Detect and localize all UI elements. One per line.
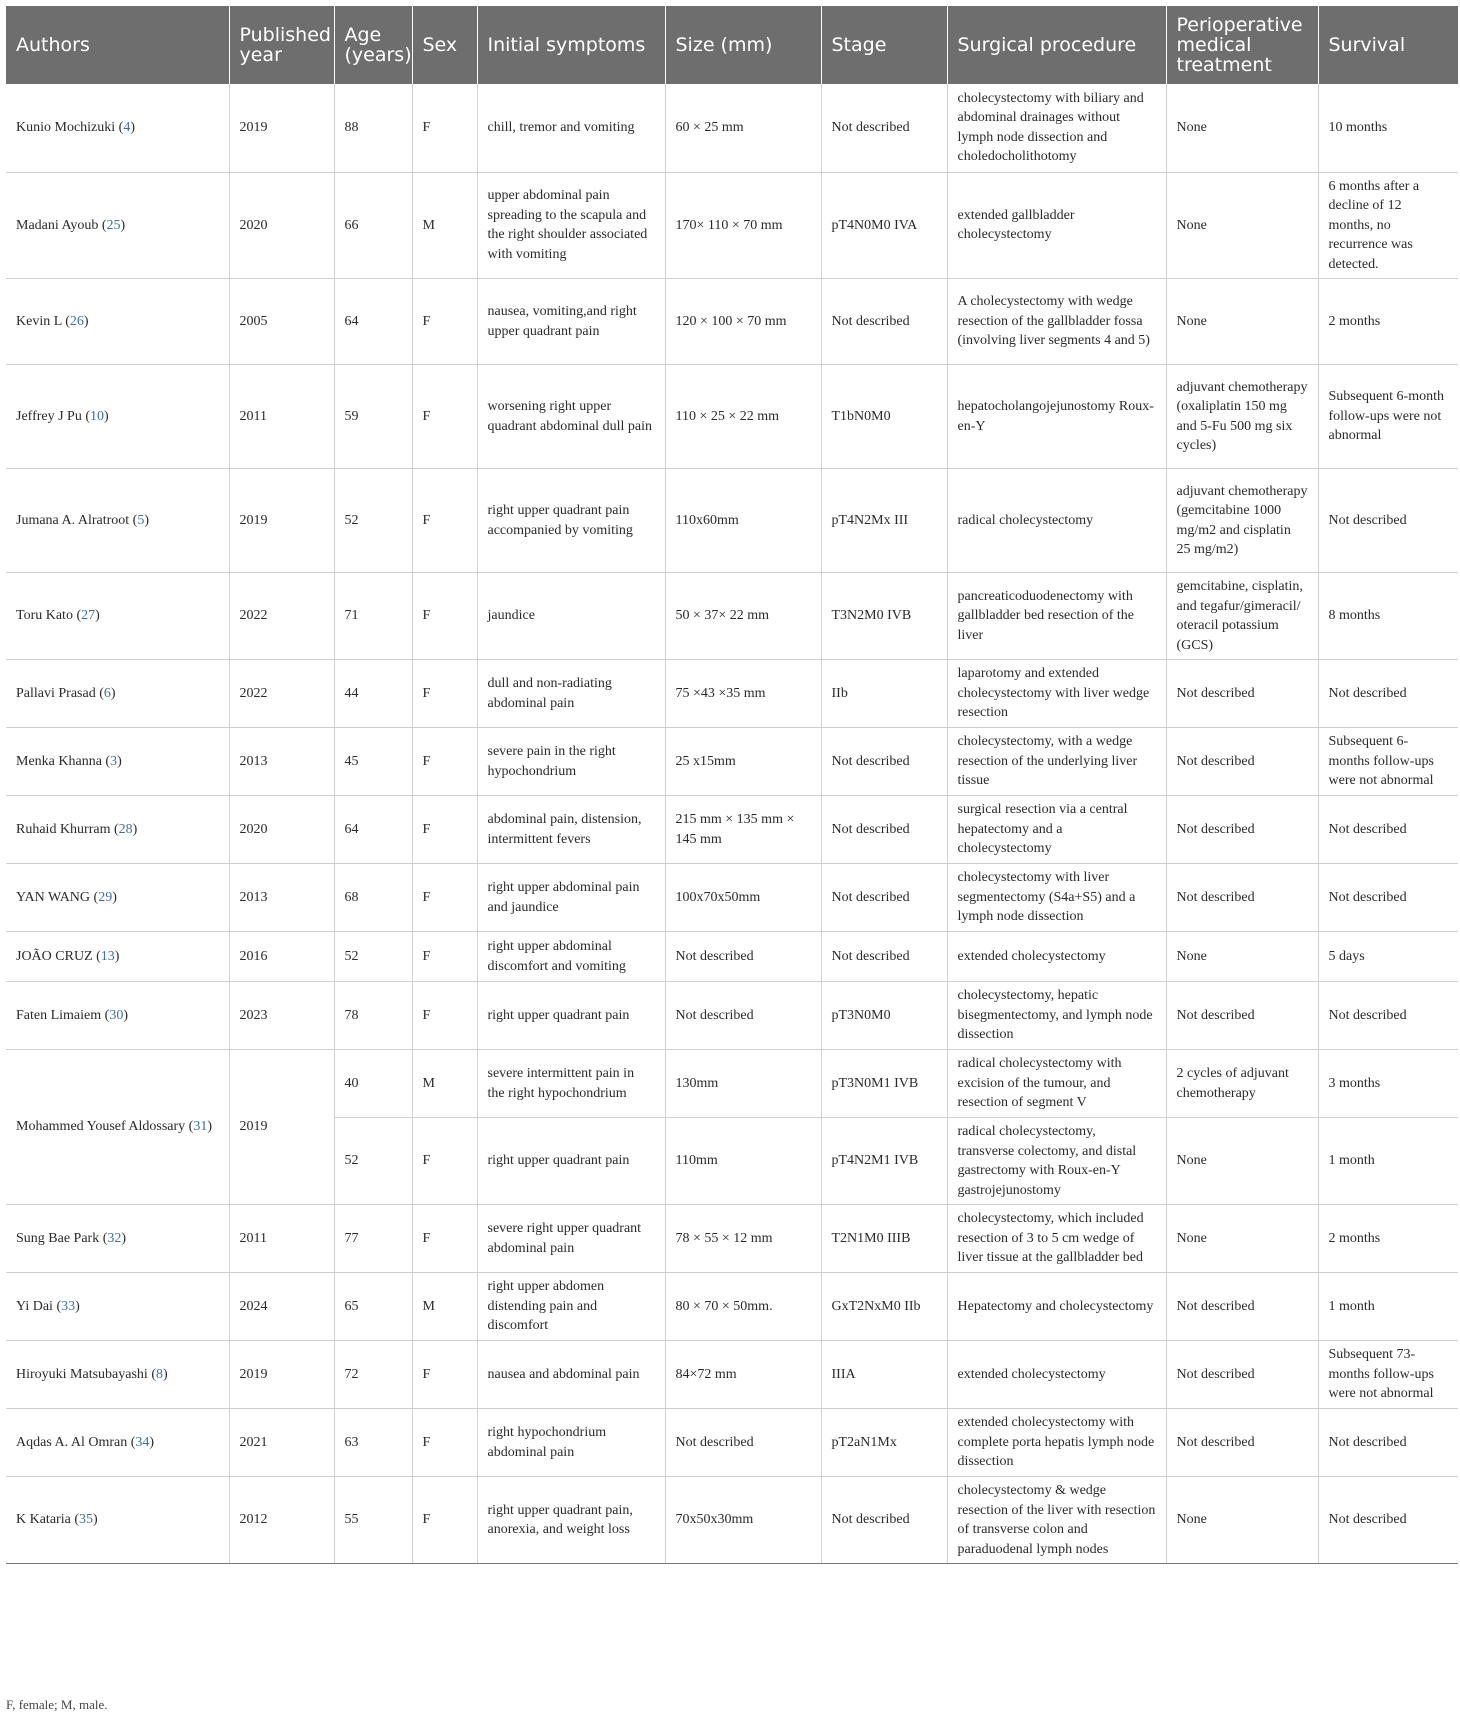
cell-author: Toru Kato (27) xyxy=(6,573,229,660)
reference-link[interactable]: 3 xyxy=(110,753,118,769)
cell-author: Yi Dai (33) xyxy=(6,1273,229,1341)
cell-age: 64 xyxy=(334,796,412,864)
cell-procedure: surgical resection via a central hepatectomy and a cholecystectomy xyxy=(947,796,1166,864)
cell-size: Not described xyxy=(665,982,821,1050)
cell-age: 71 xyxy=(334,573,412,660)
cell-sex: F xyxy=(412,1341,477,1409)
cell-size: 110x60mm xyxy=(665,469,821,573)
cell-treatment: None xyxy=(1166,84,1318,172)
cell-procedure: cholecystectomy with liver segmentectomy (S4a+S5) and a lymph node dissection xyxy=(947,864,1166,932)
reference-link[interactable]: 27 xyxy=(81,608,96,624)
header-size: Size (mm) xyxy=(665,6,821,84)
reference-link[interactable]: 8 xyxy=(156,1366,163,1382)
cell-year: 2023 xyxy=(229,982,334,1050)
cell-size: 60 × 25 mm xyxy=(665,84,821,172)
cell-symptoms: upper abdominal pain spreading to the scapula and the right shoulder associated with vomiting xyxy=(477,172,665,279)
cell-size: 120 × 100 × 70 mm xyxy=(665,279,821,365)
cell-stage: pT3N0M1 IVB xyxy=(821,1050,947,1118)
cell-author: Mohammed Yousef Aldossary (31) xyxy=(6,1050,229,1205)
cell-size: 78 × 55 × 12 mm xyxy=(665,1205,821,1273)
cell-symptoms: right upper quadrant pain accompanied by vomiting xyxy=(477,469,665,573)
cell-survival: 1 month xyxy=(1318,1118,1458,1205)
cell-year: 2011 xyxy=(229,365,334,469)
author-name: Menka Khanna xyxy=(16,753,102,769)
cell-sex: F xyxy=(412,573,477,660)
table-row xyxy=(6,1205,1458,1273)
cell-author: Madani Ayoub (25) xyxy=(6,172,229,279)
table-row xyxy=(6,864,1458,932)
cell-author: Sung Bae Park (32) xyxy=(6,1205,229,1273)
cell-sex: F xyxy=(412,1477,477,1564)
cell-age: 59 xyxy=(334,365,412,469)
cell-treatment: Not described xyxy=(1166,660,1318,728)
cell-year: 2021 xyxy=(229,1409,334,1477)
cell-size: Not described xyxy=(665,932,821,982)
cell-size: 110mm xyxy=(665,1118,821,1205)
cell-stage: Not described xyxy=(821,796,947,864)
cell-year: 2020 xyxy=(229,796,334,864)
cell-author: YAN WANG (29) xyxy=(6,864,229,932)
cell-procedure: radical cholecystectomy xyxy=(947,469,1166,573)
cell-author: Aqdas A. Al Omran (34) xyxy=(6,1409,229,1477)
cell-treatment: None xyxy=(1166,1118,1318,1205)
cell-year: 2022 xyxy=(229,573,334,660)
cell-stage: pT2aN1Mx xyxy=(821,1409,947,1477)
author-name: Kunio Mochizuki xyxy=(16,120,116,135)
cell-author: Kunio Mochizuki (4) xyxy=(6,84,229,172)
cell-age: 55 xyxy=(334,1477,412,1564)
cell-stage: Not described xyxy=(821,932,947,982)
cell-sex: F xyxy=(412,728,477,796)
cell-symptoms: right upper quadrant pain xyxy=(477,982,665,1050)
cell-author: Pallavi Prasad (6) xyxy=(6,660,229,728)
cell-author: Faten Limaiem (30) xyxy=(6,982,229,1050)
cell-symptoms: right upper abdomen distending pain and discomfort xyxy=(477,1273,665,1341)
cell-survival: Not described xyxy=(1318,660,1458,728)
cell-procedure: cholecystectomy, hepatic bisegmentectomy, and lymph node dissection xyxy=(947,982,1166,1050)
cell-age: 78 xyxy=(334,982,412,1050)
cell-stage: IIb xyxy=(821,660,947,728)
table-footnote: F, female; M, male. xyxy=(6,1697,108,1712)
reference-link[interactable]: 35 xyxy=(78,1512,93,1528)
author-name: Ruhaid Khurram xyxy=(16,821,111,837)
cell-procedure: extended cholecystectomy xyxy=(947,1341,1166,1409)
cell-age: 52 xyxy=(334,932,412,982)
cell-sex: F xyxy=(412,279,477,365)
cell-symptoms: right upper abdominal discomfort and vomiting xyxy=(477,932,665,982)
table-row xyxy=(6,796,1458,864)
cell-procedure: cholecystectomy, which included resection of 3 to 5 cm wedge of liver tissue at the gallbladder bed xyxy=(947,1205,1166,1273)
cell-age: 77 xyxy=(334,1205,412,1273)
cell-author: Jumana A. Alratroot (5) xyxy=(6,469,229,573)
cell-stage: Not described xyxy=(821,864,947,932)
table-row xyxy=(6,279,1458,365)
case-table-container xyxy=(6,6,1458,1564)
author-name: Kevin L xyxy=(16,313,62,329)
cell-symptoms: dull and non-radiating abdominal pain xyxy=(477,660,665,728)
cell-size: 130mm xyxy=(665,1050,821,1118)
cell-year: 2020 xyxy=(229,172,334,279)
cell-survival: Not described xyxy=(1318,1477,1458,1564)
header-sex: Sex xyxy=(412,6,477,84)
author-name: Hiroyuki Matsubayashi xyxy=(16,1366,148,1382)
cell-treatment: 2 cycles of adjuvant chemotherapy xyxy=(1166,1050,1318,1118)
cell-year: 2005 xyxy=(229,279,334,365)
cell-stage: pT4N2M1 IVB xyxy=(821,1118,947,1205)
cell-author: Hiroyuki Matsubayashi (8) xyxy=(6,1341,229,1409)
cell-age: 52 xyxy=(334,469,412,573)
cell-stage: pT4N2Mx III xyxy=(821,469,947,573)
author-name: Madani Ayoub xyxy=(16,217,99,233)
author-name: Mohammed Yousef Aldossary xyxy=(16,1119,186,1135)
header-stage: Stage xyxy=(821,6,947,84)
cell-procedure: pancreaticoduodenectomy with gallbladder bed resection of the liver xyxy=(947,573,1166,660)
reference-link[interactable]: 26 xyxy=(69,313,84,329)
cell-symptoms: right upper quadrant pain xyxy=(477,1118,665,1205)
author-name: Jeffrey J Pu xyxy=(16,408,82,424)
cell-year: 2024 xyxy=(229,1273,334,1341)
header-authors: Authors xyxy=(6,6,229,84)
reference-link[interactable]: 30 xyxy=(109,1007,124,1023)
cell-sex: F xyxy=(412,1118,477,1205)
cell-procedure: cholecystectomy with biliary and abdominal drainages without lymph node dissection and choledocholithotomy xyxy=(947,84,1166,172)
header-year: Published year xyxy=(229,6,334,84)
table-row xyxy=(6,1050,1458,1118)
cell-treatment: Not described xyxy=(1166,1341,1318,1409)
reference-link[interactable]: 33 xyxy=(61,1298,76,1314)
cell-treatment: Not described xyxy=(1166,1273,1318,1341)
reference-link[interactable]: 6 xyxy=(103,685,111,701)
cell-sex: F xyxy=(412,864,477,932)
cell-author: K Kataria (35) xyxy=(6,1477,229,1564)
cell-sex: F xyxy=(412,365,477,469)
cell-sex: F xyxy=(412,796,477,864)
cell-treatment: Not described xyxy=(1166,1409,1318,1477)
author-name: Pallavi Prasad xyxy=(16,685,96,701)
cell-stage: pT4N0M0 IVA xyxy=(821,172,947,279)
cell-symptoms: chill, tremor and vomiting xyxy=(477,84,665,172)
cell-age: 66 xyxy=(334,172,412,279)
cell-sex: F xyxy=(412,84,477,172)
table-row xyxy=(6,932,1458,982)
cell-age: 52 xyxy=(334,1118,412,1205)
cell-procedure: hepatocholangojejunostomy Roux-en-Y xyxy=(947,365,1166,469)
author-name: Toru Kato xyxy=(16,608,73,624)
reference-link[interactable]: 5 xyxy=(137,512,145,528)
cell-procedure: extended gallbladder cholecystectomy xyxy=(947,172,1166,279)
reference-link[interactable]: 4 xyxy=(123,120,131,135)
cell-age: 40 xyxy=(334,1050,412,1118)
cell-size: 25 x15mm xyxy=(665,728,821,796)
cell-treatment: None xyxy=(1166,1477,1318,1564)
cell-treatment: Not described xyxy=(1166,864,1318,932)
cell-treatment: gemcitabine, cisplatin, and tegafur/gimeracil/ oteracil potassium (GCS) xyxy=(1166,573,1318,660)
reference-link[interactable]: 25 xyxy=(106,217,121,233)
author-name: JOÃO CRUZ xyxy=(16,948,93,964)
cell-survival: 3 months xyxy=(1318,1050,1458,1118)
cell-survival: Subsequent 6-months follow-ups were not abnormal xyxy=(1318,728,1458,796)
cell-treatment: None xyxy=(1166,172,1318,279)
cell-stage: Not described xyxy=(821,728,947,796)
cell-age: 88 xyxy=(334,84,412,172)
reference-link[interactable]: 31 xyxy=(193,1119,208,1135)
cell-stage: T3N2M0 IVB xyxy=(821,573,947,660)
table-row xyxy=(6,728,1458,796)
cell-survival: 8 months xyxy=(1318,573,1458,660)
cell-symptoms: nausea and abdominal pain xyxy=(477,1341,665,1409)
cell-sex: M xyxy=(412,1050,477,1118)
author-name: Aqdas A. Al Omran xyxy=(16,1434,128,1450)
author-name: K Kataria xyxy=(16,1512,71,1528)
cell-age: 64 xyxy=(334,279,412,365)
cell-treatment: None xyxy=(1166,932,1318,982)
reference-link[interactable]: 29 xyxy=(98,889,113,905)
cell-size: 100x70x50mm xyxy=(665,864,821,932)
cell-age: 63 xyxy=(334,1409,412,1477)
case-table xyxy=(6,6,1458,1564)
table-row xyxy=(6,1273,1458,1341)
cell-size: 110 × 25 × 22 mm xyxy=(665,365,821,469)
cell-procedure: cholecystectomy & wedge resection of the liver with resection of transverse colon and paraduodenal lymph nodes xyxy=(947,1477,1166,1564)
cell-treatment: Not described xyxy=(1166,982,1318,1050)
cell-symptoms: severe pain in the right hypochondrium xyxy=(477,728,665,796)
cell-procedure: laparotomy and extended cholecystectomy with liver wedge resection xyxy=(947,660,1166,728)
cell-treatment: adjuvant chemotherapy (oxaliplatin 150 mg and 5-Fu 500 mg six cycles) xyxy=(1166,365,1318,469)
cell-survival: 5 days xyxy=(1318,932,1458,982)
cell-stage: GxT2NxM0 IIb xyxy=(821,1273,947,1341)
cell-age: 68 xyxy=(334,864,412,932)
cell-procedure: Hepatectomy and cholecystectomy xyxy=(947,1273,1166,1341)
cell-symptoms: worsening right upper quadrant abdominal dull pain xyxy=(477,365,665,469)
cell-stage: pT3N0M0 xyxy=(821,982,947,1050)
cell-size: Not described xyxy=(665,1409,821,1477)
cell-author: Kevin L (26) xyxy=(6,279,229,365)
cell-size: 80 × 70 × 50mm. xyxy=(665,1273,821,1341)
cell-treatment: Not described xyxy=(1166,796,1318,864)
author-name: Yi Dai xyxy=(16,1298,53,1314)
cell-age: 44 xyxy=(334,660,412,728)
cell-survival: 10 months xyxy=(1318,84,1458,172)
cell-survival: Not described xyxy=(1318,796,1458,864)
cell-sex: F xyxy=(412,660,477,728)
reference-link[interactable]: 28 xyxy=(118,821,133,837)
cell-symptoms: jaundice xyxy=(477,573,665,660)
header-survival: Survival xyxy=(1318,6,1458,84)
cell-stage: Not described xyxy=(821,84,947,172)
table-row xyxy=(6,365,1458,469)
cell-year: 2019 xyxy=(229,84,334,172)
table-row xyxy=(6,84,1458,172)
table-row xyxy=(6,660,1458,728)
cell-year: 2013 xyxy=(229,864,334,932)
cell-symptoms: abdominal pain, distension, intermittent fevers xyxy=(477,796,665,864)
cell-author: JOÃO CRUZ (13) xyxy=(6,932,229,982)
cell-symptoms: severe right upper quadrant abdominal pain xyxy=(477,1205,665,1273)
cell-stage: Not described xyxy=(821,279,947,365)
cell-symptoms: nausea, vomiting,and right upper quadrant pain xyxy=(477,279,665,365)
table-row xyxy=(6,1477,1458,1564)
cell-survival: Not described xyxy=(1318,982,1458,1050)
cell-size: 215 mm × 135 mm × 145 mm xyxy=(665,796,821,864)
cell-sex: F xyxy=(412,469,477,573)
reference-link[interactable]: 10 xyxy=(90,408,105,424)
cell-survival: Not described xyxy=(1318,864,1458,932)
cell-procedure: extended cholecystectomy with complete porta hepatis lymph node dissection xyxy=(947,1409,1166,1477)
cell-procedure: A cholecystectomy with wedge resection of the gallbladder fossa (involving liver segments 4 and 5) xyxy=(947,279,1166,365)
table-row xyxy=(6,1341,1458,1409)
table-row xyxy=(6,982,1458,1050)
cell-survival: 6 months after a decline of 12 months, no recurrence was detected. xyxy=(1318,172,1458,279)
cell-procedure: radical cholecystectomy with excision of the tumour, and resection of segment V xyxy=(947,1050,1166,1118)
header-treatment: Perioperative medical treatment xyxy=(1166,6,1318,84)
header-age: Age (years) xyxy=(334,6,412,84)
cell-symptoms: right upper quadrant pain, anorexia, and weight loss xyxy=(477,1477,665,1564)
cell-survival: 1 month xyxy=(1318,1273,1458,1341)
cell-survival: Subsequent 6-month follow-ups were not abnormal xyxy=(1318,365,1458,469)
author-name: Sung Bae Park xyxy=(16,1230,100,1246)
cell-symptoms: right hypochondrium abdominal pain xyxy=(477,1409,665,1477)
author-name: Jumana A. Alratroot xyxy=(16,512,130,528)
cell-size: 70x50x30mm xyxy=(665,1477,821,1564)
cell-stage: Not described xyxy=(821,1477,947,1564)
cell-sex: F xyxy=(412,932,477,982)
cell-survival: Not described xyxy=(1318,1409,1458,1477)
cell-survival: 2 months xyxy=(1318,279,1458,365)
table-row xyxy=(6,573,1458,660)
cell-survival: 2 months xyxy=(1318,1205,1458,1273)
cell-procedure: radical cholecystectomy, transverse colectomy, and distal gastrectomy with Roux-en-Y gastrojejunostomy xyxy=(947,1118,1166,1205)
cell-size: 84×72 mm xyxy=(665,1341,821,1409)
cell-age: 45 xyxy=(334,728,412,796)
cell-size: 50 × 37× 22 mm xyxy=(665,573,821,660)
header-symptoms: Initial symptoms xyxy=(477,6,665,84)
table-row xyxy=(6,1409,1458,1477)
cell-year: 2019 xyxy=(229,469,334,573)
cell-sex: M xyxy=(412,1273,477,1341)
cell-survival: Not described xyxy=(1318,469,1458,573)
cell-year: 2019 xyxy=(229,1050,334,1205)
cell-treatment: Not described xyxy=(1166,728,1318,796)
cell-sex: F xyxy=(412,982,477,1050)
reference-link[interactable]: 34 xyxy=(135,1434,150,1450)
cell-sex: M xyxy=(412,172,477,279)
table-row xyxy=(6,469,1458,573)
cell-year: 2019 xyxy=(229,1341,334,1409)
cell-year: 2011 xyxy=(229,1205,334,1273)
cell-year: 2022 xyxy=(229,660,334,728)
reference-link[interactable]: 32 xyxy=(107,1230,122,1246)
cell-procedure: extended cholecystectomy xyxy=(947,932,1166,982)
cell-year: 2016 xyxy=(229,932,334,982)
cell-treatment: None xyxy=(1166,1205,1318,1273)
author-name: YAN WANG xyxy=(16,889,91,905)
cell-author: Jeffrey J Pu (10) xyxy=(6,365,229,469)
cell-sex: F xyxy=(412,1205,477,1273)
cell-age: 72 xyxy=(334,1341,412,1409)
cell-author: Menka Khanna (3) xyxy=(6,728,229,796)
cell-stage: T2N1M0 IIIB xyxy=(821,1205,947,1273)
header-row xyxy=(6,6,1458,84)
header-procedure: Surgical procedure xyxy=(947,6,1166,84)
table-row xyxy=(6,172,1458,279)
cell-size: 75 ×43 ×35 mm xyxy=(665,660,821,728)
cell-year: 2013 xyxy=(229,728,334,796)
cell-symptoms: severe intermittent pain in the right hypochondrium xyxy=(477,1050,665,1118)
cell-stage: T1bN0M0 xyxy=(821,365,947,469)
author-name: Faten Limaiem xyxy=(16,1007,102,1023)
cell-age: 65 xyxy=(334,1273,412,1341)
table-body xyxy=(6,84,1458,1564)
cell-treatment: None xyxy=(1166,279,1318,365)
cell-author: Ruhaid Khurram (28) xyxy=(6,796,229,864)
cell-stage: IIIA xyxy=(821,1341,947,1409)
cell-sex: F xyxy=(412,1409,477,1477)
cell-year: 2012 xyxy=(229,1477,334,1564)
cell-treatment: adjuvant chemotherapy (gemcitabine 1000 mg/m2 and cisplatin 25 mg/m2) xyxy=(1166,469,1318,573)
cell-procedure: cholecystectomy, with a wedge resection of the underlying liver tissue xyxy=(947,728,1166,796)
cell-symptoms: right upper abdominal pain and jaundice xyxy=(477,864,665,932)
cell-survival: Subsequent 73-months follow-ups were not abnormal xyxy=(1318,1341,1458,1409)
reference-link[interactable]: 13 xyxy=(100,948,115,964)
cell-size: 170× 110 × 70 mm xyxy=(665,172,821,279)
